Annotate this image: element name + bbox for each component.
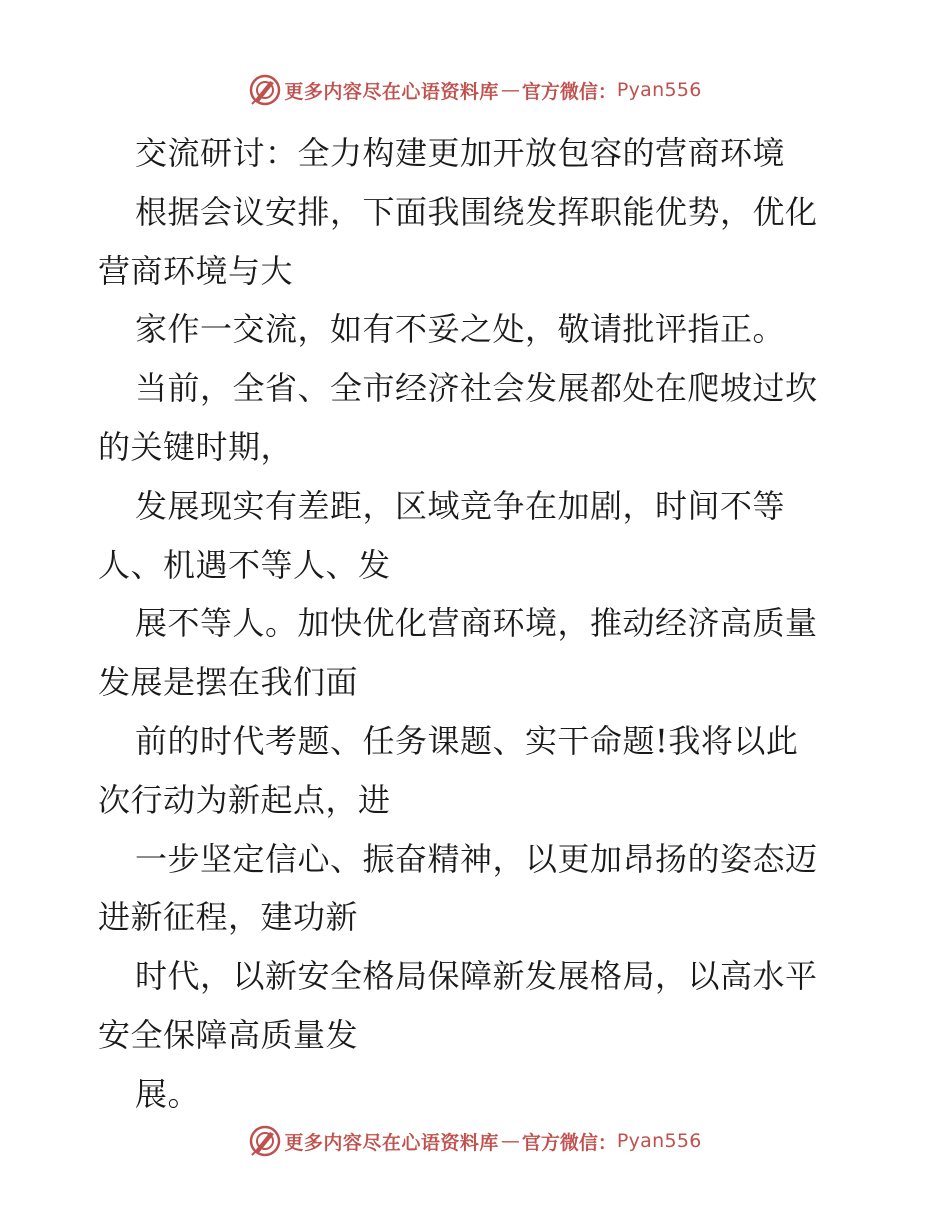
banner-official-label: 官方微信：	[521, 1131, 617, 1154]
banner-separator: —	[500, 79, 520, 101]
text-line: 家作一交流，如有不妥之处，敬请批评指正。	[135, 310, 786, 349]
text-line: 展不等人。加快优化营商环境，推动经济高质量	[135, 604, 818, 643]
text-line: 交流研讨：全力构建更加开放包容的营商环境	[135, 134, 786, 172]
text-line: 进新征程，建功新	[98, 898, 359, 937]
text-line: 展。	[135, 1074, 201, 1113]
text-line: 的关键时期，	[98, 427, 294, 466]
text-line: 营商环境与大	[98, 251, 294, 290]
text-line: 时代，以新安全格局保障新发展格局，以高水平	[135, 957, 818, 996]
banner-official-label: 官方微信：	[521, 80, 617, 103]
banner-separator: —	[500, 1130, 520, 1152]
text-line: 发展是摆在我们面	[98, 663, 359, 702]
banner-wechat-id: Pyan556	[616, 1130, 702, 1152]
text-line: 根据会议安排，下面我围绕发挥职能优势，优化	[135, 192, 818, 231]
quill-pen-logo-icon	[248, 1124, 282, 1158]
text-line: 当前，全省、全市经济社会发展都处在爬坡过坎	[135, 369, 818, 408]
text-line: 次行动为新起点，进	[98, 780, 391, 819]
banner-main-text: 更多内容尽在心语资料库	[284, 1131, 499, 1154]
text-line: 发展现实有差距，区域竞争在加剧，时间不等	[135, 486, 786, 525]
text-line: 前的时代考题、任务课题、实干命题!我将以此	[135, 721, 799, 760]
document-body	[98, 124, 858, 1124]
header-watermark-banner	[0, 70, 950, 110]
text-line: 安全保障高质量发	[98, 1015, 359, 1054]
footer-watermark-banner	[0, 1121, 950, 1161]
quill-pen-logo-icon	[248, 73, 282, 107]
text-line: 人、机遇不等人、发	[98, 545, 391, 584]
banner-main-text: 更多内容尽在心语资料库	[284, 80, 499, 103]
text-line: 一步坚定信心、振奋精神，以更加昂扬的姿态迈	[135, 839, 818, 878]
banner-wechat-id: Pyan556	[616, 79, 702, 101]
